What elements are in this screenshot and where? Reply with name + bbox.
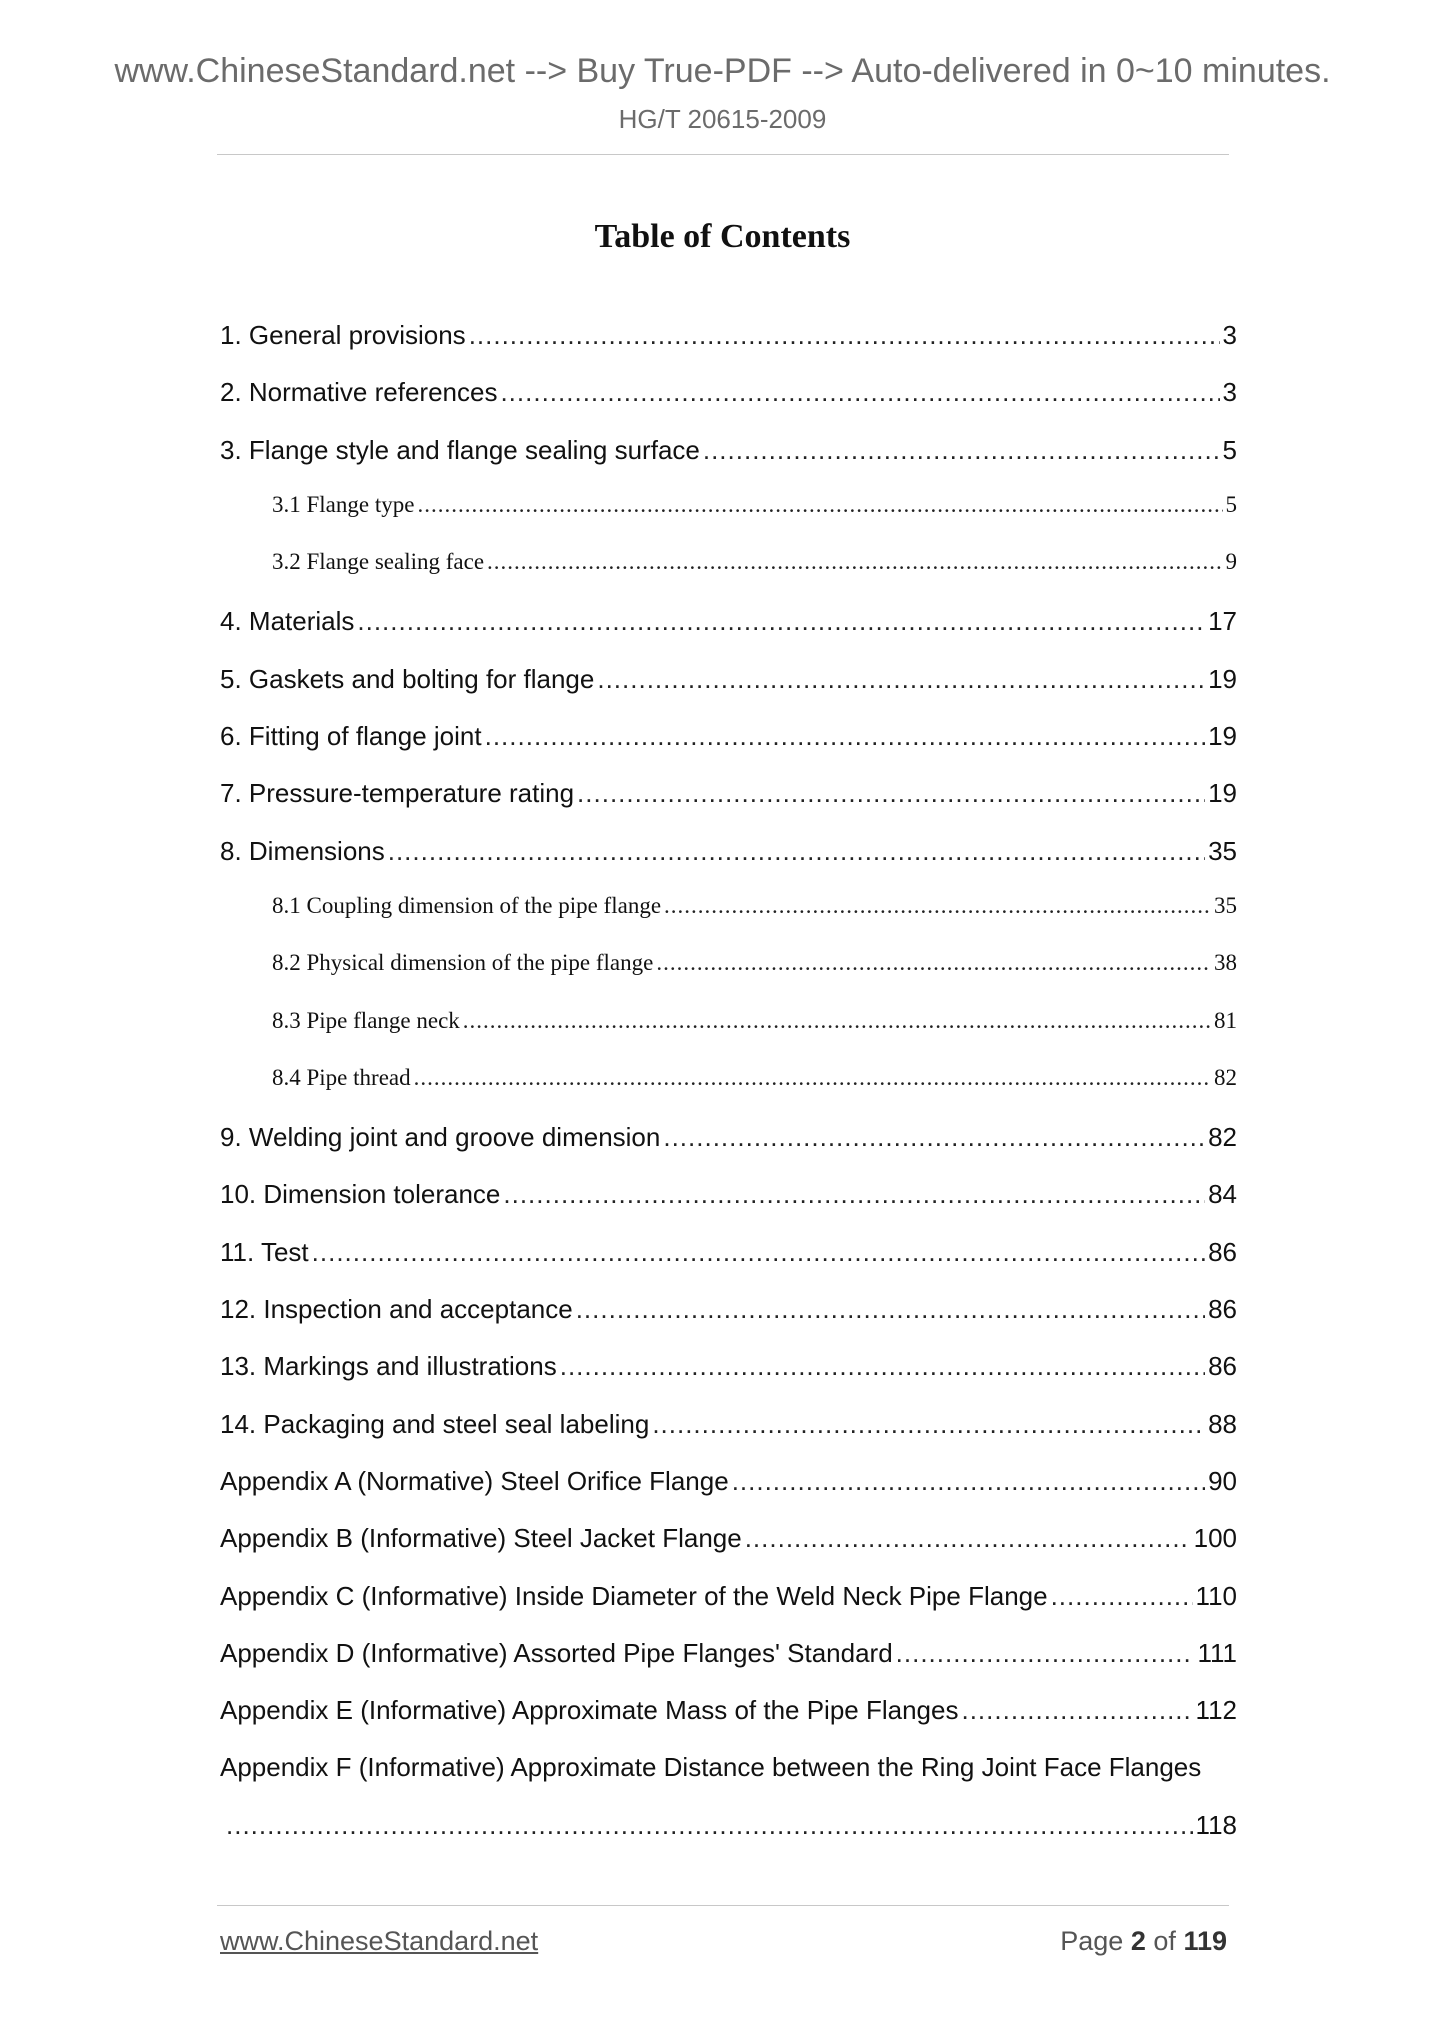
leader-dots xyxy=(388,836,1205,867)
toc-label: 9. Welding joint and groove dimension xyxy=(220,1122,661,1153)
toc-entry-appendix-a[interactable] xyxy=(220,1466,1237,1523)
leader-dots xyxy=(745,1523,1191,1554)
leader-dots xyxy=(463,1008,1211,1034)
toc-label: Appendix F (Informative) Approximate Distance between the Ring Joint Face Flanges xyxy=(220,1752,1202,1783)
toc-entry-gaskets-bolting[interactable] xyxy=(220,664,1237,721)
standard-code: HG/T 20615-2009 xyxy=(618,104,827,134)
toc-entry-appendix-e[interactable] xyxy=(220,1695,1237,1752)
toc-page-number: 112 xyxy=(1195,1695,1237,1726)
page-indicator xyxy=(1060,1926,1227,1957)
toc-label: 10. Dimension tolerance xyxy=(220,1179,501,1210)
toc-entry-markings[interactable] xyxy=(220,1351,1237,1408)
current-page: 2 xyxy=(1130,1926,1146,1956)
toc-page-number: 111 xyxy=(1197,1637,1237,1668)
toc-entry-pipe-flange-neck[interactable] xyxy=(220,1008,1237,1065)
toc-page-number: 118 xyxy=(1195,1809,1237,1840)
toc-entry-appendix-f-continuation[interactable] xyxy=(220,1810,1237,1867)
toc-page-number: 82 xyxy=(1208,1122,1237,1153)
toc-page-number: 19 xyxy=(1208,778,1237,809)
leader-dots xyxy=(961,1695,1192,1726)
toc-entry-pressure-temperature[interactable] xyxy=(220,778,1237,835)
toc-entry-dimensions[interactable] xyxy=(220,836,1237,893)
leader-dots xyxy=(597,664,1205,695)
leader-dots xyxy=(1051,1581,1193,1612)
toc-page-number: 9 xyxy=(1225,549,1237,575)
leader-dots xyxy=(560,1351,1205,1382)
toc-entry-physical-dimension[interactable] xyxy=(220,950,1237,1007)
toc-entry-normative-references[interactable] xyxy=(220,377,1237,434)
leader-dots xyxy=(312,1237,1205,1268)
page-of-word: of xyxy=(1153,1926,1176,1956)
toc-entry-flange-sealing-face[interactable] xyxy=(220,549,1237,606)
toc-entry-packaging[interactable] xyxy=(220,1409,1237,1466)
toc-page-number: 5 xyxy=(1225,491,1237,517)
toc-label: Appendix D (Informative) Assorted Pipe Flanges' Standard xyxy=(220,1637,893,1668)
toc-entry-inspection-acceptance[interactable] xyxy=(220,1294,1237,1351)
toc-label: 1. General provisions xyxy=(220,320,466,350)
toc-page-number: 35 xyxy=(1214,892,1237,918)
leader-dots xyxy=(652,1409,1205,1440)
toc-entry-pipe-thread[interactable] xyxy=(220,1065,1237,1122)
page-word: Page xyxy=(1060,1926,1124,1956)
leader-dots xyxy=(414,1065,1211,1091)
toc-page-number: 5 xyxy=(1222,434,1237,465)
page-title: Table of Contents xyxy=(594,218,851,255)
toc-label: 3.1 Flange type xyxy=(272,491,415,517)
toc-page-number: 86 xyxy=(1208,1351,1237,1382)
leader-dots xyxy=(417,492,1222,518)
leader-dots xyxy=(732,1466,1205,1497)
toc-label: 8.1 Coupling dimension of the pipe flange xyxy=(272,892,662,918)
toc-entry-flange-style[interactable] xyxy=(220,435,1237,492)
leader-dots xyxy=(663,1122,1205,1153)
toc-page-number: 84 xyxy=(1208,1179,1237,1210)
toc-label: 5. Gaskets and bolting for flange xyxy=(220,663,595,694)
leader-dots xyxy=(656,950,1211,976)
toc-entry-appendix-d[interactable] xyxy=(220,1638,1237,1695)
toc-page-number: 110 xyxy=(1195,1580,1237,1611)
toc-label: 6. Fitting of flange joint xyxy=(220,721,482,752)
toc-label: 11. Test xyxy=(220,1236,309,1267)
toc-label: 8. Dimensions xyxy=(220,835,385,866)
footer-website-link[interactable]: www.ChineseStandard.net xyxy=(220,1926,539,1956)
toc-page-number: 38 xyxy=(1214,950,1237,976)
header-divider xyxy=(217,154,1229,155)
toc-page-number: 88 xyxy=(1208,1408,1237,1439)
toc-entry-appendix-c[interactable] xyxy=(220,1581,1237,1638)
leader-dots xyxy=(576,1294,1205,1325)
leader-dots xyxy=(500,377,1219,408)
toc-entry-general-provisions[interactable] xyxy=(220,320,1237,377)
toc-label: 3. Flange style and flange sealing surface xyxy=(220,434,700,465)
leader-dots xyxy=(664,893,1211,919)
toc-page-number: 86 xyxy=(1208,1236,1237,1267)
toc-page-number: 19 xyxy=(1208,721,1237,752)
toc-label: 14. Packaging and steel seal labeling xyxy=(220,1408,650,1439)
toc-entry-dimension-tolerance[interactable] xyxy=(220,1179,1237,1236)
footer-divider xyxy=(217,1905,1229,1906)
leader-dots xyxy=(485,721,1205,752)
toc-label: 13. Markings and illustrations xyxy=(220,1351,557,1382)
toc-entry-coupling-dimension[interactable] xyxy=(220,893,1237,950)
toc-label: 3.2 Flange sealing face xyxy=(272,549,485,575)
toc-label: 8.2 Physical dimension of the pipe flange xyxy=(272,950,654,976)
leader-dots xyxy=(357,606,1205,637)
toc-page-number: 17 xyxy=(1208,606,1237,637)
toc-page-number: 82 xyxy=(1214,1064,1237,1090)
toc-entry-appendix-b[interactable] xyxy=(220,1523,1237,1580)
toc-entry-materials[interactable] xyxy=(220,606,1237,663)
total-pages: 119 xyxy=(1183,1926,1227,1956)
toc-label: Appendix C (Informative) Inside Diameter of the Weld Neck Pipe Flange xyxy=(220,1580,1048,1611)
toc-entry-flange-type[interactable] xyxy=(220,492,1237,549)
leader-dots xyxy=(703,435,1220,466)
toc-page-number: 86 xyxy=(1208,1294,1237,1325)
toc-label: 12. Inspection and acceptance xyxy=(220,1294,573,1325)
toc-page-number: 3 xyxy=(1222,377,1237,408)
toc-page-number: 35 xyxy=(1208,835,1237,866)
toc-label: 8.3 Pipe flange neck xyxy=(272,1007,460,1033)
toc-label: 2. Normative references xyxy=(220,377,498,408)
header-banner[interactable]: www.ChineseStandard.net --> Buy True-PDF --> Auto-delivered in 0~10 minutes. xyxy=(114,52,1331,90)
toc-entry-welding-joint[interactable] xyxy=(220,1122,1237,1179)
leader-dots xyxy=(503,1179,1205,1210)
toc-page-number: 19 xyxy=(1208,663,1237,694)
toc-page-number: 100 xyxy=(1193,1523,1237,1554)
toc-label: 8.4 Pipe thread xyxy=(272,1064,411,1090)
toc-entry-fitting-flange-joint[interactable] xyxy=(220,721,1237,778)
toc-label: Appendix E (Informative) Approximate Mass of the Pipe Flanges xyxy=(220,1695,959,1726)
toc-entry-appendix-f[interactable] xyxy=(220,1752,1237,1809)
leader-dots xyxy=(469,320,1220,351)
toc-label: 4. Materials xyxy=(220,606,355,637)
toc-entry-test[interactable] xyxy=(220,1237,1237,1294)
toc-label: Appendix A (Normative) Steel Orifice Flange xyxy=(220,1465,729,1496)
toc-page-number: 81 xyxy=(1214,1007,1237,1033)
table-of-contents xyxy=(220,320,1237,1867)
toc-label: 7. Pressure-temperature rating xyxy=(220,778,575,809)
leader-dots xyxy=(226,1810,1193,1841)
leader-dots xyxy=(896,1638,1195,1669)
toc-label: Appendix B (Informative) Steel Jacket Flange xyxy=(220,1523,742,1554)
leader-dots xyxy=(577,778,1205,809)
toc-page-number: 90 xyxy=(1208,1465,1237,1496)
toc-page-number: 3 xyxy=(1222,320,1237,350)
leader-dots xyxy=(487,549,1222,575)
